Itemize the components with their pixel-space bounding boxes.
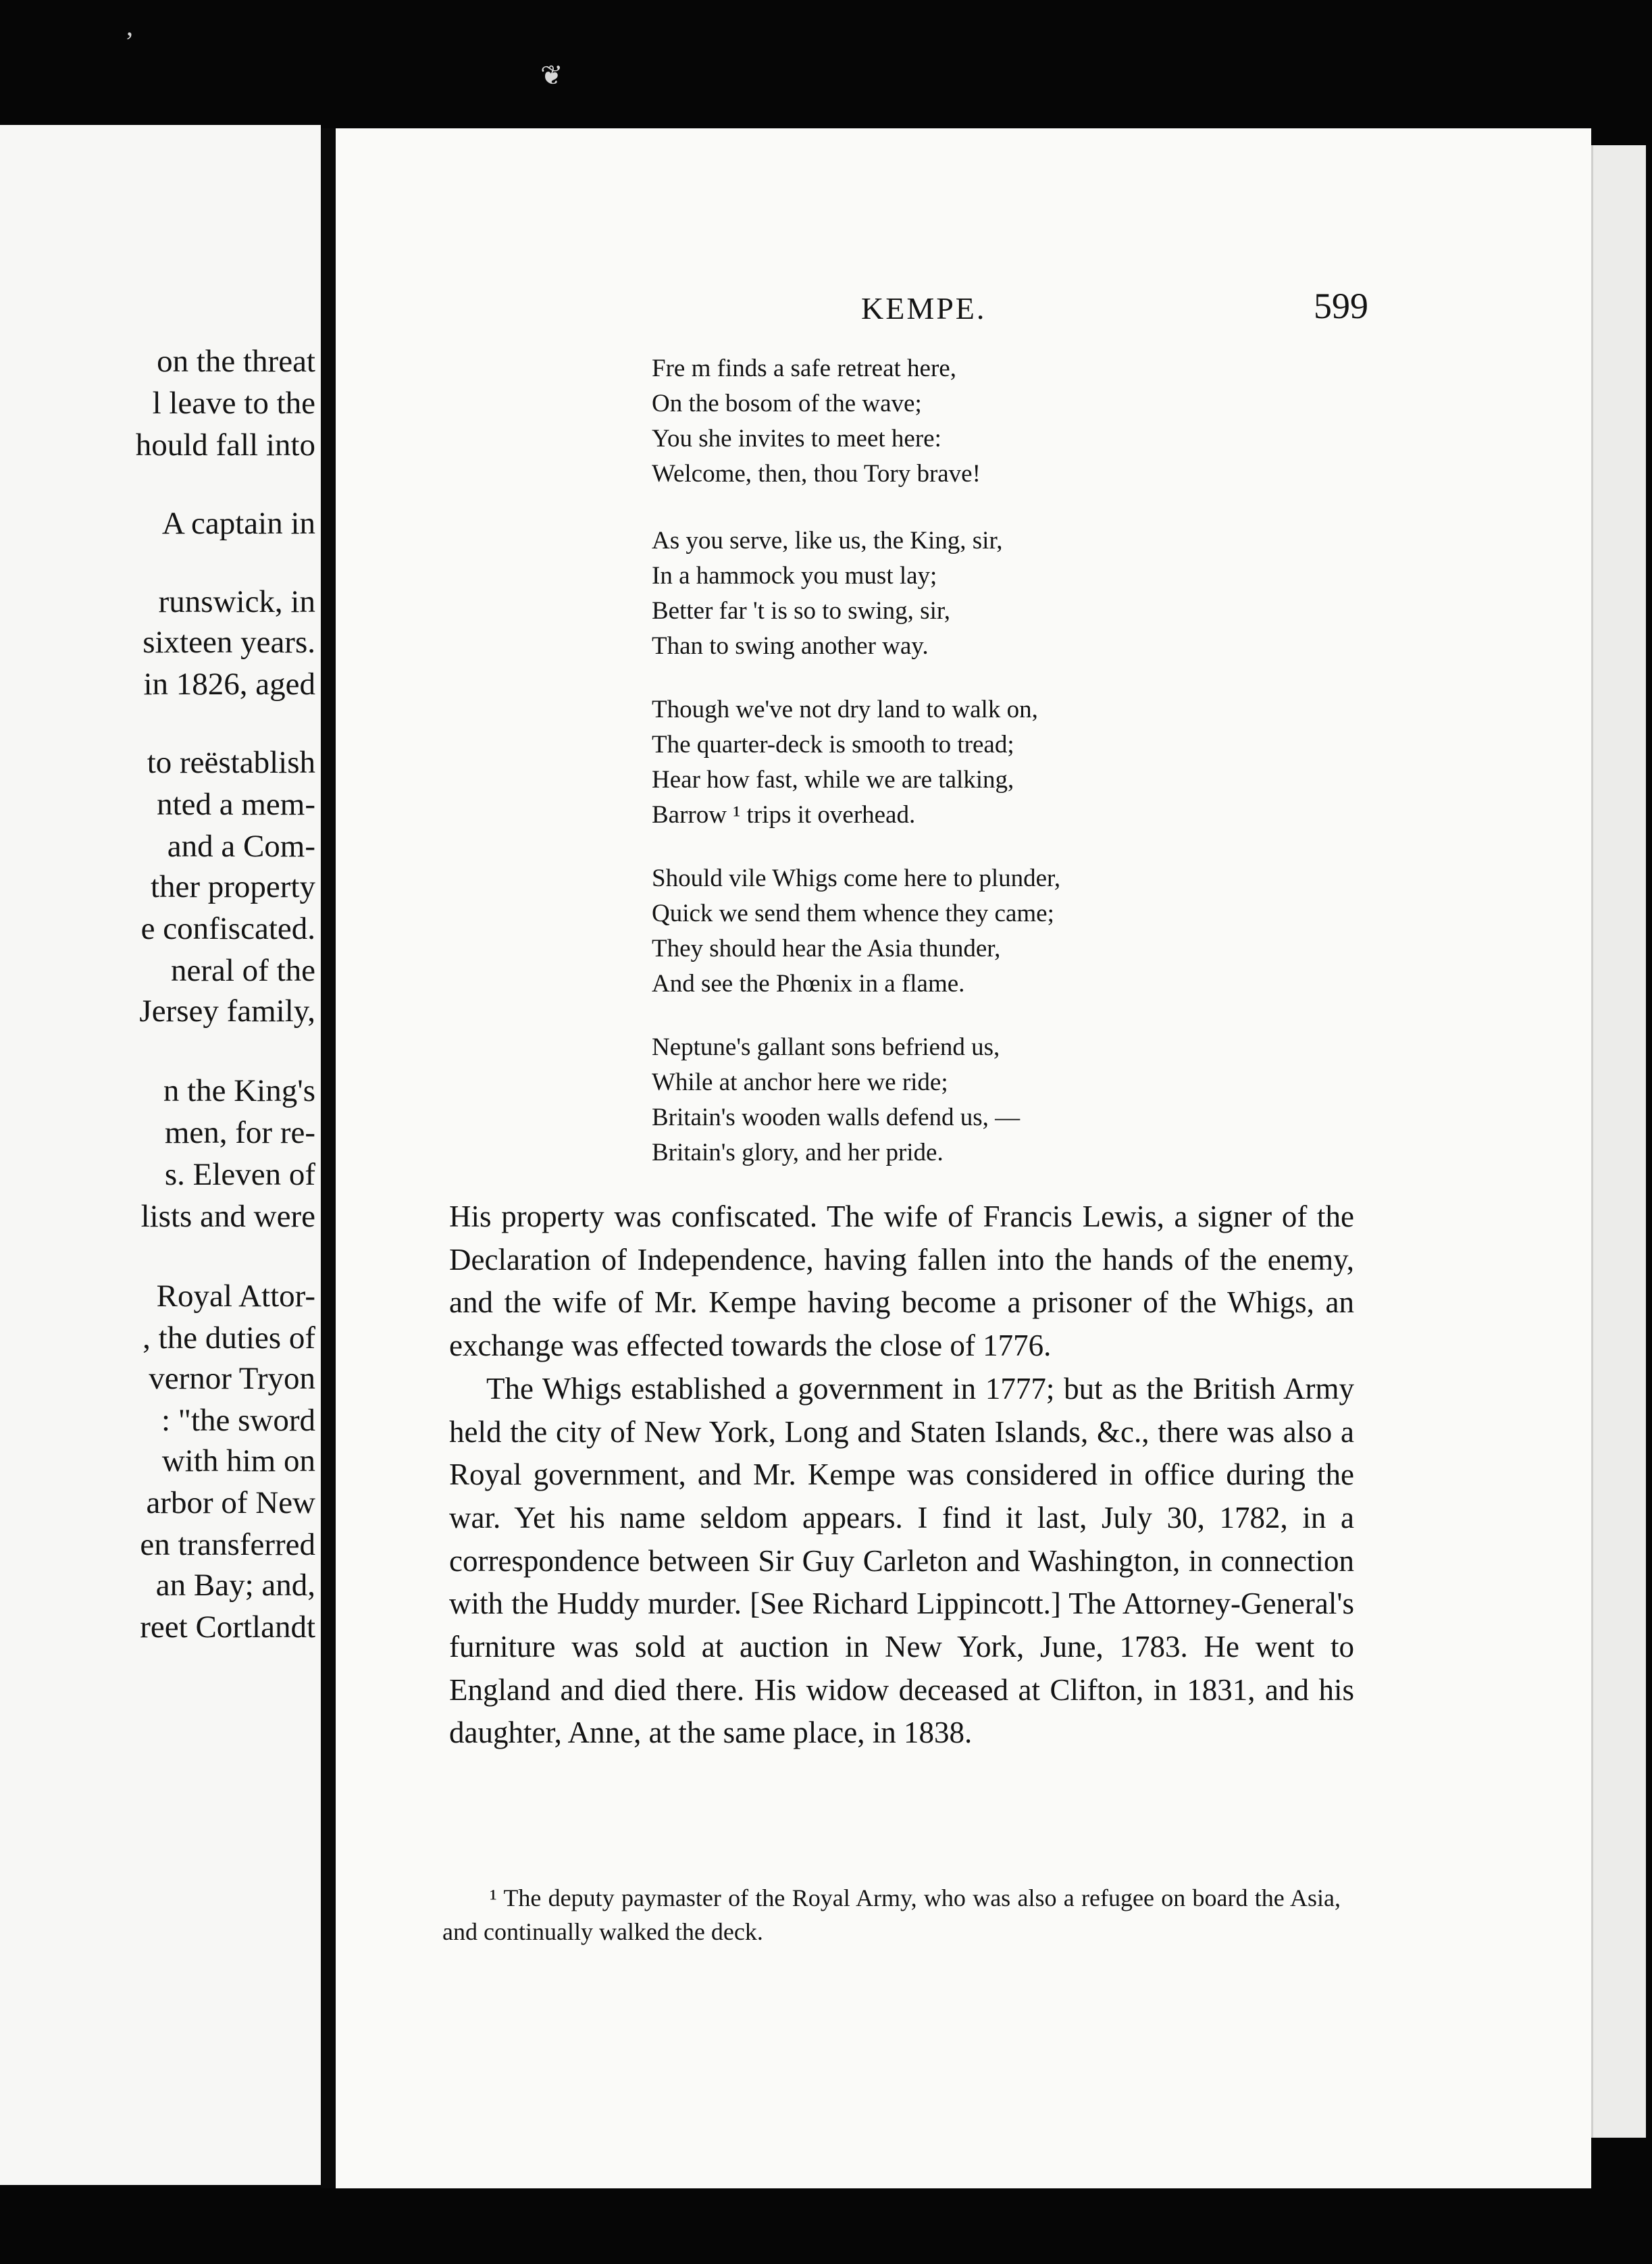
stanza-1 — [652, 351, 1179, 492]
verse-line: Welcome, then, thou Tory brave! — [652, 460, 981, 488]
left-page-line: n the King's — [163, 1073, 315, 1108]
verse-line: While at anchor here we ride; — [652, 1069, 948, 1096]
paragraph: The Whigs established a government in 1777; but as the British Army held the city of New York, Long and Staten Islands, &c., there was also a Royal government, and Mr. Kempe was considered in office during the war. Yet his name seldom appears. I find it last, July 30, 1782, in a correspondence between Sir Guy Carleton and Washington, in connection with the Huddy murder. [See Richard Lippincott.] The Attorney-General's furniture was sold at auction in New York, June, 1783. He went to England and died there. His widow deceased at Clifton, in 1831, and his daughter, Anne, at the same place, in 1838. — [449, 1371, 1354, 1750]
verse-line: Hear how fast, while we are talking, — [652, 766, 1014, 794]
verse-line: As you serve, like us, the King, sir, — [652, 527, 1003, 555]
left-page-line: in 1826, aged — [143, 667, 315, 702]
verse-line: Britain's glory, and her pride. — [652, 1139, 944, 1166]
left-page-line: en transferred — [140, 1527, 315, 1562]
left-page-line: neral of the — [170, 953, 315, 988]
left-page-line: an Bay; and, — [155, 1568, 315, 1603]
verse-line: And see the Phœnix in a flame. — [652, 970, 965, 998]
verse-line: Neptune's gallant sons befriend us, — [652, 1033, 1000, 1061]
footnote — [442, 1881, 1341, 1949]
stanza-2 — [652, 523, 1179, 664]
left-page-line: arbor of New — [146, 1485, 315, 1520]
stanza-5 — [652, 1030, 1179, 1170]
left-page-line: : "the sword — [161, 1403, 315, 1438]
left-page-line: nted a mem- — [157, 787, 315, 822]
paragraph: His property was confiscated. The wife of Francis Lewis, a signer of the Declaration of Independence, having fallen into the hands of the enemy, and the wife of Mr. Kempe having become a prisoner of the Whigs, an exchange was effected towards the close of 1776. — [449, 1200, 1354, 1363]
page-edge — [1591, 145, 1646, 2138]
verse-line: The quarter-deck is smooth to tread; — [652, 731, 1014, 758]
left-page-line: s. Eleven of — [164, 1157, 315, 1192]
left-page-line: l leave to the — [152, 386, 315, 421]
verse-line: Barrow ¹ trips it overhead. — [652, 801, 916, 829]
left-page-line: Royal Attor- — [156, 1279, 315, 1314]
left-page-line: ther property — [150, 869, 315, 904]
verse-line: Better far 't is so to swing, sir, — [652, 597, 950, 625]
left-page-line: Jersey family, — [139, 994, 315, 1029]
left-page — [0, 125, 321, 2185]
left-page-line: to reëstablish — [147, 745, 315, 780]
verse-line: Though we've not dry land to walk on, — [652, 696, 1038, 723]
left-page-line: sixteen years. — [143, 625, 315, 660]
page-number: 599 — [1314, 286, 1368, 326]
left-page-line: e confiscated. — [140, 911, 315, 946]
running-head: KEMPE. — [861, 291, 987, 326]
verse-line: Britain's wooden walls defend us, — — [652, 1104, 1021, 1131]
verse-line: On the bosom of the wave; — [652, 390, 922, 417]
verse-line: Should vile Whigs come here to plunder, — [652, 865, 1061, 892]
left-page-line: , the duties of — [143, 1320, 315, 1356]
left-page-line: hould fall into — [135, 428, 315, 463]
verse-line: They should hear the Asia thunder, — [652, 935, 1001, 962]
left-page-line: lists and were — [140, 1199, 315, 1234]
left-page-line: A captain in — [161, 506, 315, 541]
gutter — [321, 128, 334, 2188]
stanza-4 — [652, 861, 1179, 1002]
left-page-line: on the threat — [157, 344, 315, 379]
left-page-line: runswick, in — [158, 584, 315, 619]
left-page-line: reet Cortlandt — [140, 1610, 315, 1645]
verse-line: You she invites to meet here: — [652, 425, 941, 453]
stanza-3 — [652, 692, 1179, 833]
left-page-line: with him on — [161, 1443, 315, 1478]
scan-mark: ʼ — [125, 26, 134, 57]
footnote-text: ¹ The deputy paymaster of the Royal Army, who was also a refugee on board the Asia, and continually walked the deck. — [442, 1884, 1341, 1945]
left-page-line: and a Com- — [167, 829, 315, 864]
verse-line: Quick we send them whence they came; — [652, 900, 1054, 927]
scan-ornament: ❦ — [540, 60, 563, 91]
verse-line: Than to swing another way. — [652, 632, 929, 660]
left-page-line: vernor Tryon — [149, 1361, 315, 1396]
body-text — [449, 1195, 1354, 1755]
verse-line: In a hammock you must lay; — [652, 562, 937, 590]
left-page-line: men, for re- — [164, 1115, 315, 1150]
verse-line: Fre m finds a safe retreat here, — [652, 355, 956, 382]
